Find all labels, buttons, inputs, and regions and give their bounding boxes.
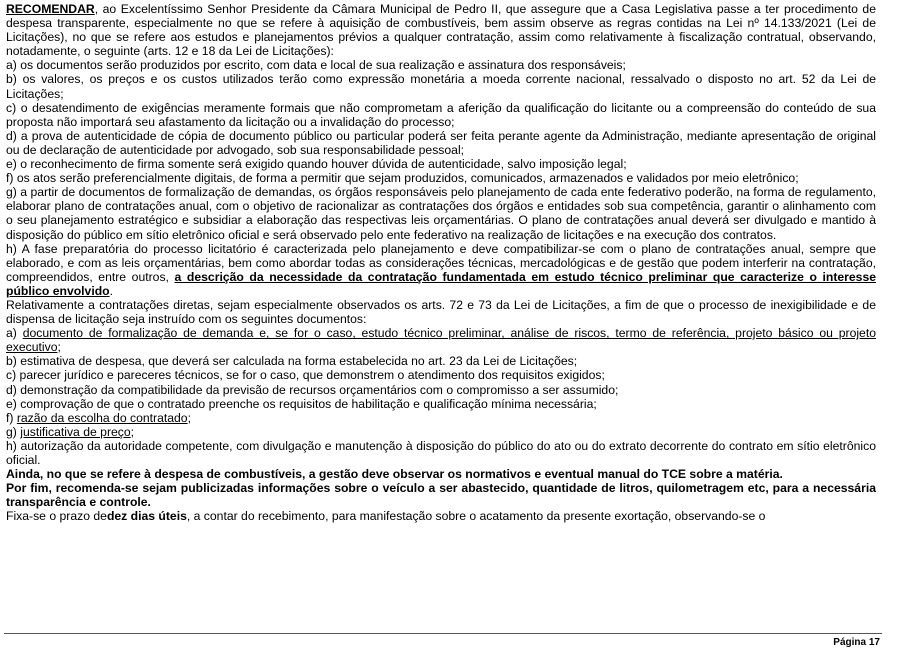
doc-item-f [6, 411, 876, 425]
document-body [6, 2, 876, 523]
bold-paragraph-fuel: Ainda, no que se refere à despesa de combustíveis, a gestão deve observar os normativos e eventual manual do TCE sobre a matéria. [6, 467, 783, 482]
item-h-end: . [109, 283, 113, 298]
bold-paragraph-transparency: Por fim, recomenda-se sejam publicizadas informações sobre o veículo a ser abastecido, quantidade de litros, quilometragem etc, para a necessária transparência e controle. [6, 481, 876, 510]
item-end: ; [187, 410, 191, 425]
list-item: e) o reconhecimento de firma somente será exigido quando houver dúvida de autenticidade, salvo imposição legal; [6, 157, 627, 172]
closing-pre: Fixa-se o prazo de [6, 509, 107, 524]
list-item-h [6, 242, 876, 298]
page-number: Página 17 [833, 637, 880, 648]
footer-divider [4, 633, 882, 634]
recommend-lead: RECOMENDAR [6, 2, 95, 16]
closing-deadline: dez dias úteis [106, 509, 187, 524]
item-underlined: documento de formalização de demanda e, se for o caso, estudo técnico preliminar, análise de riscos, termo de referência, projeto básico ou projeto executivo [6, 326, 877, 355]
intro-text: , ao Excelentíssimo Senhor Presidente da Câmara Municipal de Pedro II, que assegure que a Casa Legislativa passe a ter procedimento de despesa transparente, especialmente no que se refere à aquisição de combustíveis, bem assim observe as regras contidas na Lei nº 14.133/2021 (Lei de Licitações), no que se refere aos estudos e planejamentos prévios a qualquer contratação, assim como relativamente à fiscalização contratual, observando, notadamente, o seguinte (arts. 12 e 18 da Lei de Licitações): [6, 2, 876, 59]
direct-contracts-intro: Relativamente a contratações diretas, sejam especialmente observados os arts. 72 e 73 da Lei de Licitações, a fim de que o processo de inexigibilidade e de dispensa de licitação seja instruído com os seguintes documentos: [6, 297, 876, 327]
list-item: b) os valores, os preços e os custos utilizados terão como expressão monetária a moeda corrente nacional, ressalvado o disposto no art. 52 da Lei de Licitações; [6, 72, 876, 101]
item-h-emphasis: a descrição da necessidade da contratação fundamentada em estudo técnico preliminar que caracterize o interesse público envolvido [6, 269, 877, 298]
doc-item-e: e) comprovação de que o contratado preenche os requisitos de habilitação e qualificação mínima necessária; [6, 396, 597, 411]
doc-item-h: h) autorização da autoridade competente, com divulgação e manutenção à disposição do público do ato ou do extrato decorrente do contrato em sítio eletrônico oficial. [6, 438, 876, 467]
intro-paragraph [6, 2, 876, 58]
item-prefix: a) [6, 326, 23, 341]
item-prefix: f) [6, 410, 17, 425]
closing-post: , a contar do recebimento, para manifestação sobre o acatamento da presente exortação, observando-se o [186, 509, 766, 524]
closing-paragraph [6, 509, 876, 523]
list-item: a) os documentos serão produzidos por escrito, com data e local de sua realização e assinatura dos responsáveis; [6, 58, 626, 73]
list-item: f) os atos serão preferencialmente digitais, de forma a permitir que sejam produzidos, comunicados, armazenados e validados por meio eletrônico; [6, 171, 799, 186]
doc-item-g [6, 425, 876, 439]
list-item: d) a prova de autenticidade de cópia de documento público ou particular poderá ser feita perante agente da Administração, mediante apresentação de original ou de declaração de autenticidade por advogado, sob sua responsabilidade pessoal; [6, 128, 876, 157]
doc-item-c: c) parecer jurídico e pareceres técnicos, se for o caso, que demonstrem o atendimento dos requisitos exigidos; [6, 368, 605, 383]
item-h-text: h) A fase preparatória do processo licitatório é caracterizada pelo planejamento e deve compatibilizar-se com o plano de contratações anual, sempre que elaborado, e com as leis orçamentárias, bem como abordar todas as considerações técnicas, mercadológicas e de gestão que podem interferir na contratação, compreendidos, entre outros, [6, 241, 876, 284]
item-end: ; [130, 424, 135, 439]
item-underlined: justificativa de preço [20, 424, 131, 439]
doc-item-d: d) demonstração da compatibilidade da previsão de recursos orçamentários com o compromisso a ser assumido; [6, 382, 619, 397]
doc-item-a [6, 326, 876, 354]
item-underlined: razão da escolha do contratado [16, 410, 188, 425]
doc-item-b: b) estimativa de despesa, que deverá ser calculada na forma estabelecida no art. 23 da Lei de Licitações; [6, 354, 578, 369]
item-prefix: g) [6, 424, 21, 439]
list-item: g) a partir de documentos de formalização de demandas, os órgãos responsáveis pelo planejamento de cada ente federativo poderão, na forma de regulamento, elaborar plano de contratações anual, com o objetivo de racionalizar as contratações dos órgãos e entidades sob sua competência, garantir o alinhamento com o seu planejamento estratégico e subsidiar a elaboração das respectivas leis orçamentárias. O plano de contratações anual deverá ser divulgado e mantido à disposição do público em sítio eletrônico oficial e será observado pelo ente federativo na realização de licitações e na execução dos contratos. [6, 185, 876, 242]
item-end: ; [57, 340, 61, 355]
list-item: c) o desatendimento de exigências meramente formais que não comprometam a aferição da qualificação do licitante ou a compreensão do conteúdo de sua proposta não importará seu afastamento da licitação ou a invalidação do processo; [6, 100, 876, 129]
